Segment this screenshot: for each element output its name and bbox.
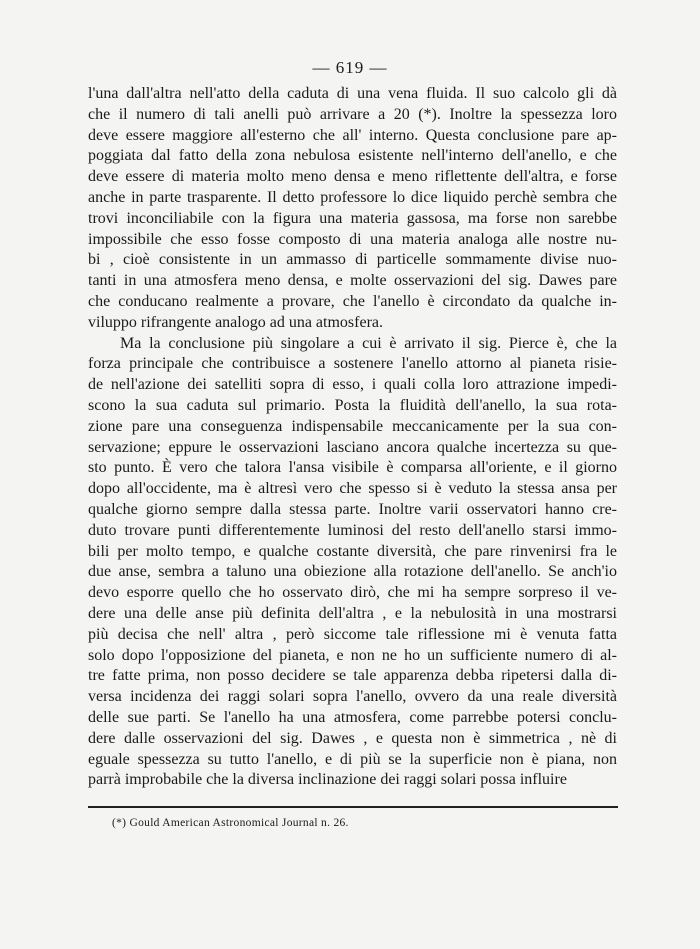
text-line: tre fatte prima, non posso decidere se tale apparenza debba ripetersi dalla di- xyxy=(88,667,617,685)
text-line: devo esporre quello che ho osservato dirò, che mi ha sempre sorpreso il ve- xyxy=(88,584,617,602)
text-line: deve essere maggiore all'esterno che all' interno. Questa conclusione pare ap- xyxy=(88,126,617,144)
text-line: due anse, sembra a taluno una obiezione alla rotazione dell'anello. Se anch'io xyxy=(88,563,617,581)
text-line: versa incidenza dei raggi solari sopra l'anello, ovvero da una reale diversità xyxy=(88,688,617,706)
text-line: che il numero di tali anelli può arrivare a 20 (*). Inoltre la spessezza loro xyxy=(88,105,617,123)
text-line: impossibile che esso fosse composto di una materia analoga alle nostre nu- xyxy=(88,230,617,248)
text-line: parrà improbabile che la diversa inclinazione dei raggi solari possa influire xyxy=(88,771,567,789)
text-line: scono la sua caduta sul primario. Posta la fluidità dell'anello, la sua rota- xyxy=(88,396,617,414)
text-line: eguale spessezza su tutto l'anello, e di più se la superficie non è piana, non xyxy=(88,750,617,768)
body-text xyxy=(88,84,617,791)
text-line: bili per molto tempo, e qualche costante diversità, che pare rinvenirsi fra le xyxy=(88,542,617,560)
text-line: dere una delle anse più definita dell'altra , e la nebulosità in una mostrarsi xyxy=(88,604,617,622)
text-line: Ma la conclusione più singolare a cui è arrivato il sig. Pierce è, che la xyxy=(120,334,617,352)
text-line: che conducano realmente a provare, che l'anello è circondato da qualche in- xyxy=(88,292,617,310)
text-line: più decisa che nell' altra , però siccome tale riflessione mi è venuta fatta xyxy=(88,625,617,643)
text-line: bi , cioè consistente in un ammasso di particelle sommamente divise nuo- xyxy=(88,251,617,269)
text-line: forza principale che contribuisce a sostenere l'anello attorno al pianeta risie- xyxy=(88,355,617,373)
paragraph xyxy=(88,84,617,334)
text-line: tanti in una atmosfera meno densa, e molte osservazioni del sig. Dawes pare xyxy=(88,272,617,290)
text-line: anche in parte trasparente. Il detto professore lo dice liquido perchè sembra che xyxy=(88,188,617,206)
text-line: zione pare una conseguenza indispensabile meccanicamente per la sua con- xyxy=(88,417,617,435)
footnote: (*) Gould American Astronomical Journal n. 26. xyxy=(112,817,349,829)
text-line: delle sue parti. Se l'anello ha una atmosfera, come parrebbe potersi conclu- xyxy=(88,708,617,726)
text-line: dere dalle osservazioni del sig. Dawes , e questa non è simmetrica , nè di xyxy=(88,729,617,747)
text-line: servazione; eppure le osservazioni lasciano ancora qualche incertezza su que- xyxy=(88,438,617,456)
text-line: dopo all'occidente, ma è altresì vero che spesso si è veduto la stessa ansa per xyxy=(88,480,617,498)
text-line: l'una dall'altra nell'atto della caduta di una vena fluida. Il suo calcolo gli dà xyxy=(88,85,617,102)
text-line: qualche giorno sempre dalla stessa parte. Inoltre varii osservatori hanno cre- xyxy=(88,500,617,518)
footnote-divider xyxy=(88,806,618,808)
text-line: trovi inconciliabile con la figura una materia gassosa, ma forse non sarebbe xyxy=(88,209,617,227)
text-line: de nell'azione dei satelliti sopra di esso, i quali colla loro attrazione impedi- xyxy=(88,376,617,394)
text-line: deve essere di materia molto meno densa e meno riflettente dell'altra, e forse xyxy=(88,168,617,186)
text-line: sto punto. È vero che talora l'ansa visibile è comparsa all'oriente, e il giorno xyxy=(88,459,617,477)
text-line: poggiata dal fatto della zona nebulosa esistente nell'interno dell'anello, e che xyxy=(88,147,617,165)
page-number: — 619 — xyxy=(312,58,388,77)
text-line: solo dopo l'opposizione del pianeta, e non ne ho un sufficiente numero di al- xyxy=(88,646,617,664)
paragraph xyxy=(88,334,617,792)
text-line: duto trovare punti differentemente luminosi del resto dell'anello starsi immo- xyxy=(88,521,617,539)
text-line: viluppo rifrangente analogo ad una atmosfera. xyxy=(88,313,383,331)
